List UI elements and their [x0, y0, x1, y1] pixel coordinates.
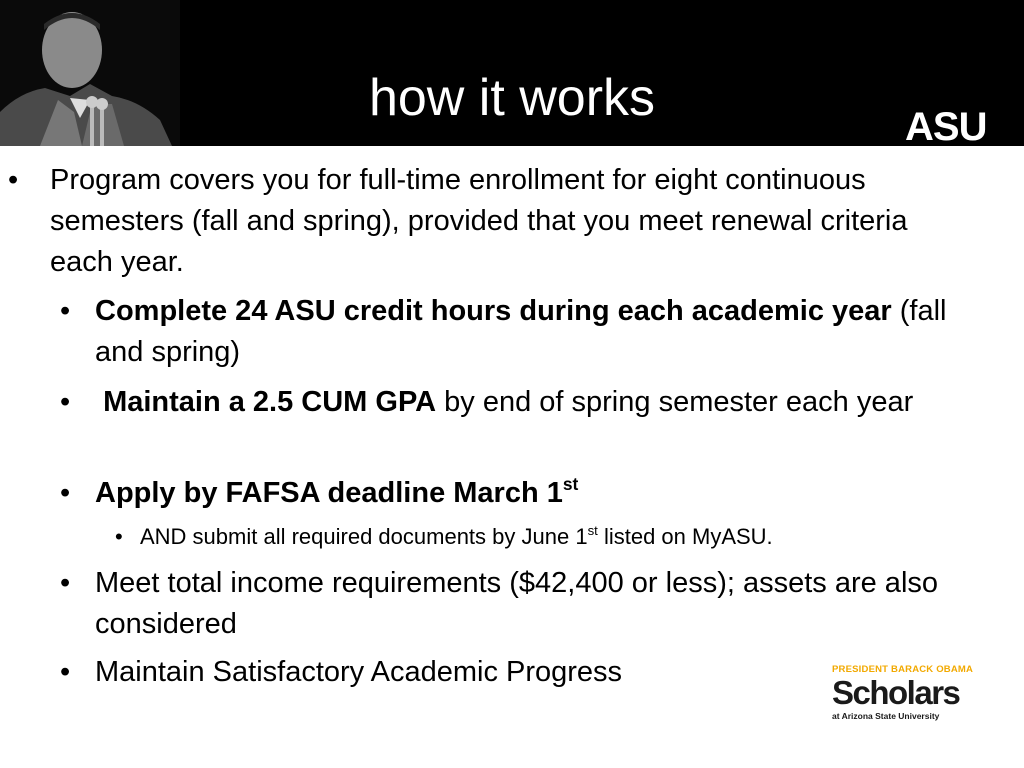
bullet-bold-text: Complete 24 ASU credit hours during each academic year	[95, 295, 892, 327]
bullet-text-end: listed on MyASU.	[597, 524, 773, 549]
bullet-icon: •	[8, 164, 19, 196]
bullet-text: Program covers you for full-time enrollment for eight continuous semesters (fall and spring), provided that you meet renewal criteria each year.	[50, 164, 908, 278]
bullet-icon: •	[115, 524, 123, 549]
bullet-gpa	[0, 382, 975, 423]
bullet-credit-hours	[0, 291, 975, 373]
bullet-documents	[0, 522, 975, 552]
bullet-icon: •	[60, 656, 71, 688]
bullet-icon: •	[60, 295, 71, 327]
bullet-lead-space	[95, 386, 103, 418]
bullet-text: Meet total income requirements ($42,400 or less); assets are also considered	[95, 567, 939, 640]
asu-logo-text: ASU	[905, 105, 987, 146]
bullet-text: (fall and spring)	[95, 295, 947, 368]
scholars-logo-main-text: Scholars	[832, 674, 960, 711]
bullet-icon: •	[60, 567, 71, 599]
bullet-program-coverage	[0, 160, 935, 283]
bullet-bold-text: Maintain a 2.5 CUM GPA	[103, 386, 437, 418]
bullet-income	[0, 563, 975, 645]
obama-scholars-logo	[832, 664, 982, 722]
asu-logo	[905, 105, 987, 146]
ordinal-suffix: st	[562, 473, 579, 494]
bullet-icon: •	[60, 386, 71, 418]
ordinal-suffix: st	[587, 522, 598, 538]
bullet-bold-text: Apply by FAFSA deadline March 1	[95, 477, 563, 509]
bullet-text: Maintain Satisfactory Academic Progress	[95, 656, 623, 688]
slide-header	[0, 0, 1024, 146]
scholars-logo-top-text: PRESIDENT BARACK OBAMA	[832, 664, 974, 675]
slide-title: how it works	[368, 69, 656, 127]
bullet-fafsa	[0, 473, 975, 514]
bullet-text: by end of spring semester each year	[436, 386, 914, 418]
bullet-icon: •	[60, 477, 71, 509]
bullet-text-start: AND submit all required documents by June 1	[140, 524, 588, 549]
bullet-academic-progress	[0, 652, 975, 693]
scholars-logo-sub-text: at Arizona State University	[832, 711, 940, 721]
